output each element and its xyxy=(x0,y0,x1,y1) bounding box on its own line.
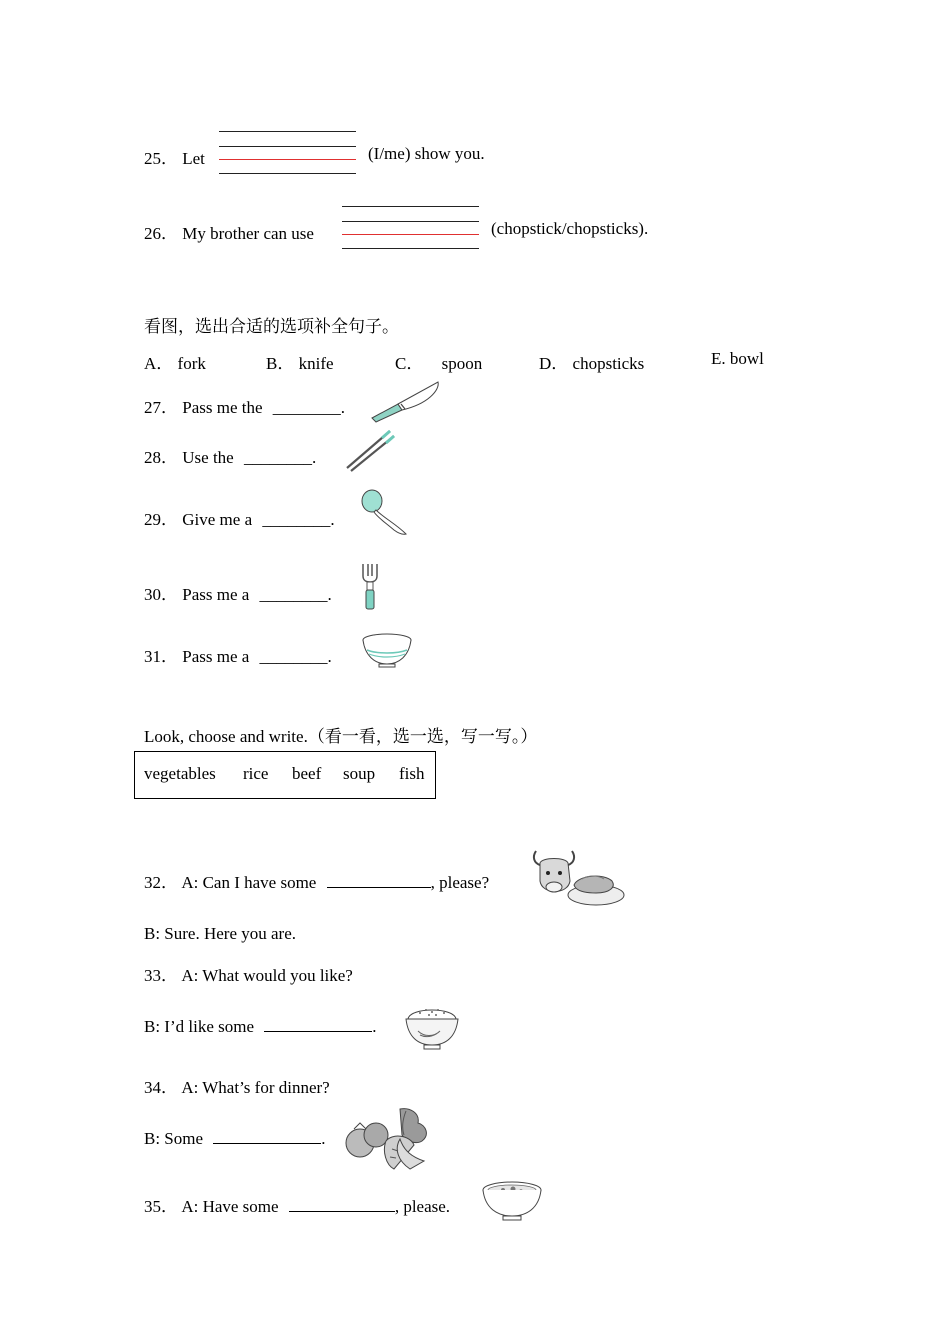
question-number: 34． xyxy=(144,1078,178,1097)
question-text: Give me a xyxy=(182,510,253,529)
word-box-item: beef xyxy=(292,764,322,783)
question-number: 25． xyxy=(144,149,178,168)
dialogue-b: B: Sure. Here you are. xyxy=(144,924,297,943)
word-box-item: vegetables xyxy=(144,764,216,783)
answer-blank[interactable]: ________ xyxy=(272,398,341,417)
option-e: E. bowl xyxy=(711,349,764,368)
question-32: 32． A: Can I have some , please? xyxy=(144,873,490,892)
section-instruction: 看图，选出合适的选项补全句子。 xyxy=(144,317,399,336)
question-number: 30． xyxy=(144,585,178,604)
rice-bowl-icon xyxy=(404,1001,460,1051)
answer-blank[interactable] xyxy=(213,1129,321,1144)
question-text: A: What’s for dinner? xyxy=(181,1078,330,1097)
question-26 xyxy=(144,219,314,244)
question-text: My brother can use xyxy=(182,224,314,243)
question-number: 26． xyxy=(144,224,178,243)
question-number: 35． xyxy=(144,1197,178,1216)
dialogue-b: B: I’d like some . xyxy=(144,1017,377,1036)
question-number: 29． xyxy=(144,510,178,529)
word-box-item: fish xyxy=(399,764,425,783)
fork-icon xyxy=(360,562,380,612)
beef-icon xyxy=(526,845,626,911)
option-b: B． knife xyxy=(266,354,334,373)
answer-blank[interactable]: ________ xyxy=(259,585,328,604)
hint-text: (I/me) show you. xyxy=(368,144,485,163)
answer-blank[interactable] xyxy=(289,1197,395,1212)
hint-text: (chopstick/chopsticks). xyxy=(491,219,649,238)
question-text: Use the xyxy=(182,448,234,467)
question-31: 31． Pass me a ________. xyxy=(144,647,332,666)
question-text: Pass me the xyxy=(182,398,263,417)
question-text: Pass me a xyxy=(182,647,250,666)
spoon-icon xyxy=(360,488,410,538)
soup-bowl-icon xyxy=(481,1180,543,1222)
question-text: A: Have some xyxy=(181,1197,279,1216)
question-text: Pass me a xyxy=(182,585,250,604)
question-33 xyxy=(144,961,353,986)
question-number: 32． xyxy=(144,873,178,892)
question-29: 29． Give me a ________. xyxy=(144,510,335,529)
question-34 xyxy=(144,1073,330,1098)
dialogue-b: B: Some . xyxy=(144,1129,326,1148)
question-number: 27． xyxy=(144,398,178,417)
answer-blank[interactable]: ________ xyxy=(259,647,328,666)
answer-writing-lines-25[interactable] xyxy=(219,131,356,177)
question-25 xyxy=(144,144,205,169)
question-text: A: What would you like? xyxy=(181,966,353,985)
question-27: 27． Pass me the ________. xyxy=(144,398,346,417)
word-box-item: soup xyxy=(343,764,376,783)
vegetables-icon xyxy=(340,1105,432,1171)
answer-blank[interactable] xyxy=(264,1017,372,1032)
answer-writing-lines-26[interactable] xyxy=(342,206,479,252)
question-30: 30． Pass me a ________. xyxy=(144,585,332,604)
answer-blank[interactable]: ________ xyxy=(243,448,312,467)
answer-blank[interactable]: ________ xyxy=(262,510,331,529)
option-a: A． fork xyxy=(144,354,206,373)
option-d: D． chopsticks xyxy=(539,354,645,373)
question-number: 33． xyxy=(144,966,178,985)
word-box-item: rice xyxy=(243,764,269,783)
answer-blank[interactable] xyxy=(327,873,431,888)
bowl-icon xyxy=(361,632,413,668)
question-number: 31． xyxy=(144,647,178,666)
question-text: Let xyxy=(182,149,205,168)
section-instruction: Look, choose and write.（看一看，选一选，写一写。） xyxy=(144,727,538,746)
question-text: A: Can I have some xyxy=(181,873,317,892)
question-35: 35． A: Have some , please. xyxy=(144,1197,451,1216)
option-c: C． spoon xyxy=(395,354,483,373)
chopsticks-icon xyxy=(344,428,396,472)
knife-icon xyxy=(368,380,444,424)
question-28: 28． Use the ________. xyxy=(144,448,317,467)
question-number: 28． xyxy=(144,448,178,467)
